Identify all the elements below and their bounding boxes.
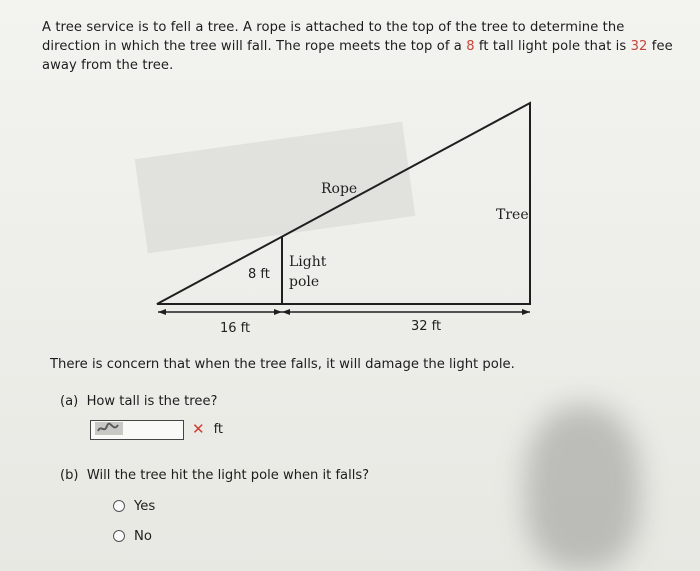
tree-label: Tree [496, 207, 529, 223]
yes-radio-button[interactable] [113, 500, 125, 512]
incorrect-mark-icon: ✕ [192, 420, 205, 438]
right-distance-label: 32 ft [411, 319, 442, 334]
part-a-question [60, 394, 217, 409]
part-b-prefix: (b) [60, 468, 79, 483]
part-b-text: Will the tree hit the light pole when it falls? [86, 468, 370, 483]
rope-label: Rope [321, 181, 358, 197]
part-b-options [113, 496, 155, 556]
tree-height-input[interactable] [90, 420, 184, 440]
part-a-prefix: (a) [60, 394, 79, 409]
light-pole-label-line-1: Light [289, 254, 327, 270]
right-distance-arrow-left [282, 309, 290, 315]
yes-option-label: Yes [134, 498, 156, 514]
part-a-text: How tall is the tree? [86, 394, 218, 409]
problem-line-3: away from the tree. [42, 58, 174, 73]
left-distance-arrow-right [274, 309, 282, 315]
part-a-answer-row [90, 417, 223, 441]
right-distance-arrow-right [522, 309, 530, 315]
no-radio-button[interactable] [113, 530, 125, 542]
pole-height-label: 8 ft [248, 267, 270, 282]
part-b-question [60, 468, 369, 483]
option-yes[interactable] [113, 496, 155, 516]
photo-shadow [525, 405, 640, 570]
problem-line-2-end: fee [647, 39, 673, 54]
rope-triangle [157, 103, 530, 304]
left-distance-arrow-left [158, 309, 166, 315]
option-no[interactable] [113, 526, 155, 546]
problem-line-2-middle: ft tall light pole that is [474, 39, 631, 54]
pole-distance-value: 32 [630, 39, 648, 54]
left-distance-label: 16 ft [220, 321, 251, 336]
concern-statement: There is concern that when the tree falls, it will damage the light pole. [50, 357, 515, 372]
tree-height-unit: ft [213, 421, 224, 437]
light-pole-label-line-2: pole [289, 274, 320, 290]
no-option-label: No [134, 528, 152, 544]
problem-line-2-start: direction in which the tree will fall. The rope meets the top of a [42, 39, 467, 54]
pole-height-value: 8 [466, 39, 475, 54]
problem-line-1: A tree service is to fell a tree. A rope is attached to the top of the tree to determine the [42, 20, 625, 35]
answer-input-wrapper [90, 419, 184, 440]
